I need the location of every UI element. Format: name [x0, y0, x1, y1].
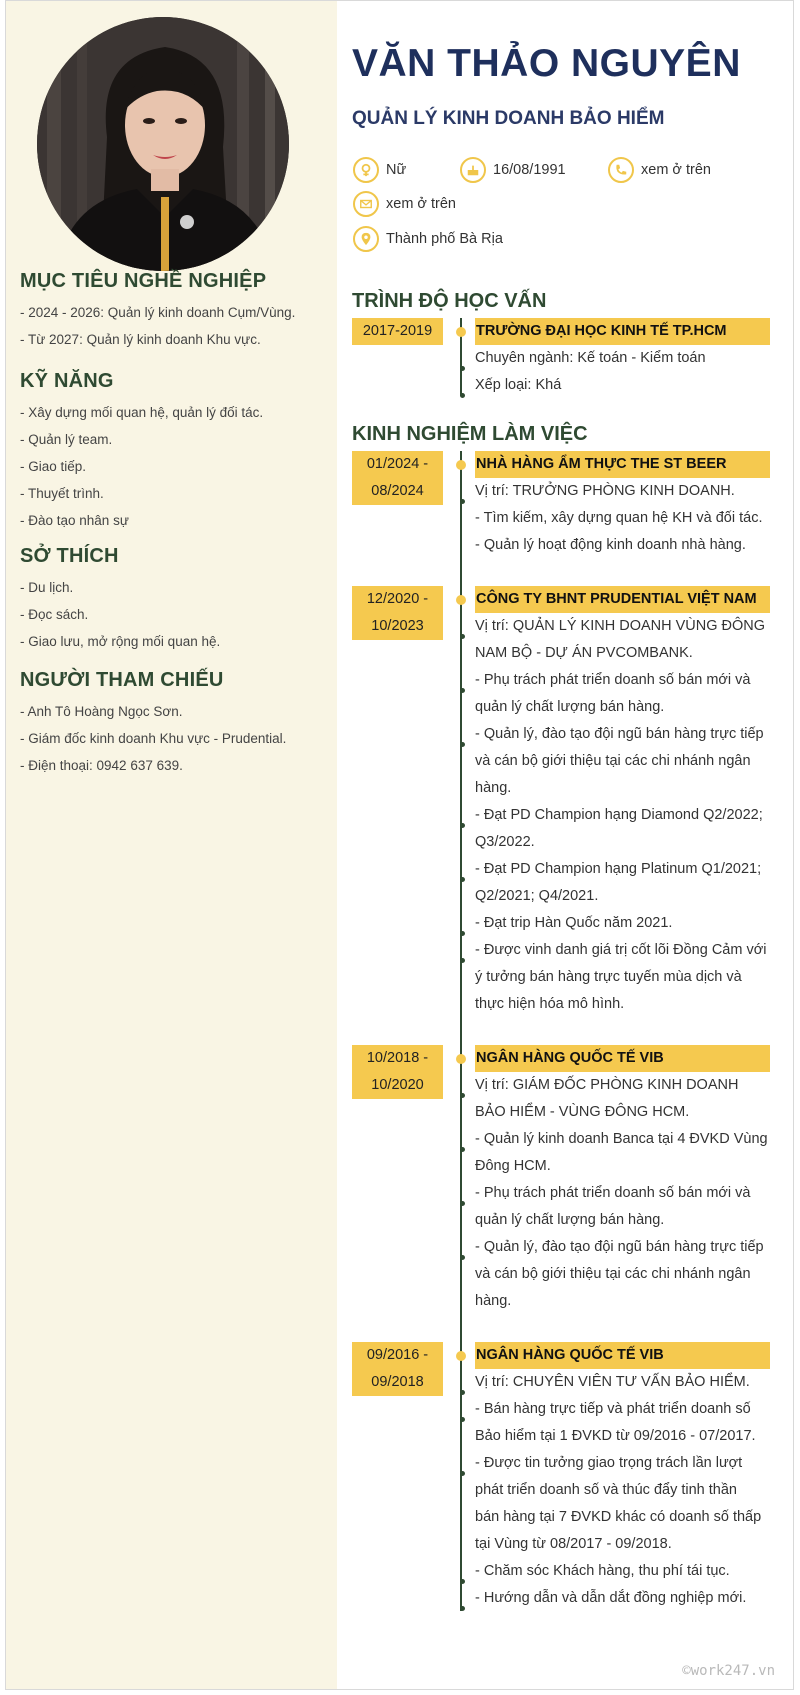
gender-icon: [353, 157, 379, 183]
job-line: - Quản lý kinh doanh Banca tại 4 ĐVKD Vùng: [475, 1126, 770, 1153]
job-line: - Hướng dẫn và dẫn dắt đồng nghiệp mới.: [475, 1585, 770, 1612]
hobby-item: - Giao lưu, mở rộng mối quan hệ.: [20, 634, 221, 649]
reference-item: - Giám đốc kinh doanh Khu vực - Prudential.: [20, 731, 287, 746]
objective-item: - 2024 - 2026: Quản lý kinh doanh Cụm/Vùng.: [20, 305, 296, 320]
job-line: và cán bộ giới thiệu tại các chi nhánh ngân: [475, 1266, 751, 1282]
job-line: Q3/2022.: [475, 834, 535, 850]
skills-title: KỸ NĂNG: [20, 370, 114, 392]
job-line: - Chăm sóc Khách hàng, thu phí tái tục.: [475, 1558, 770, 1585]
objective-title: MỤC TIÊU NGHỀ NGHIỆP: [20, 270, 267, 292]
birthday-text: 16/08/1991: [493, 162, 566, 178]
company-name: NHÀ HÀNG ẨM THỰC THE ST BEER: [475, 451, 770, 478]
job-line: Vị trí: QUẢN LÝ KINH DOANH VÙNG ĐÔNG: [475, 613, 770, 640]
skill-item: - Xây dựng mối quan hệ, quản lý đối tác.: [20, 405, 264, 420]
job-line: Vị trí: TRƯỞNG PHÒNG KINH DOANH.: [475, 478, 770, 505]
timeline-dot: [456, 595, 466, 605]
skill-item: - Giao tiếp.: [20, 459, 87, 474]
job-line: - Quản lý hoạt động kinh doanh nhà hàng.: [475, 537, 746, 553]
address-text: Thành phố Bà Rịa: [386, 231, 503, 247]
job-line: ý tưởng bán hàng trực tuyến mùa dịch và: [475, 969, 742, 985]
hobby-item: - Du lịch.: [20, 580, 74, 595]
experience-title: KINH NGHIỆM LÀM VIỆC: [352, 423, 588, 445]
skill-item: - Đào tạo nhân sự: [20, 513, 129, 528]
job-line: quản lý chất lượng bán hàng.: [475, 1212, 665, 1228]
education-line: Chuyên ngành: Kế toán - Kiểm toán: [475, 345, 770, 372]
address-info: [353, 226, 503, 252]
phone-info: [608, 157, 711, 183]
education-entry: [475, 318, 770, 399]
cake-icon: [460, 157, 486, 183]
job-line: bán hàng tại 7 ĐVKD khác có doanh số thấp: [475, 1509, 762, 1525]
job-line: - Đạt PD Champion hạng Platinum Q1/2021;: [475, 856, 770, 883]
job-line: hàng.: [475, 780, 512, 796]
job-line: Vị trí: GIÁM ĐỐC PHÒNG KINH DOANH: [475, 1072, 770, 1099]
job-line: phát triển doanh số và thúc đẩy tinh thần: [475, 1482, 737, 1498]
mail-icon: [353, 191, 379, 217]
job-date: 10/2018 - 10/2020: [352, 1045, 443, 1099]
job-line: tại Vùng từ 08/2017 - 09/2018.: [475, 1536, 672, 1552]
job-line: BẢO HIỂM - VÙNG ĐÔNG HCM.: [475, 1104, 690, 1120]
hobbies-title: SỞ THÍCH: [20, 545, 119, 567]
job-line: - Quản lý, đào tạo đội ngũ bán hàng trực tiếp: [475, 721, 770, 748]
reference-item: - Điện thoại: 0942 637 639.: [20, 758, 183, 773]
company-name: NGÂN HÀNG QUỐC TẾ VIB: [475, 1045, 770, 1072]
gender-text: Nữ: [386, 162, 407, 178]
company-name: CÔNG TY BHNT PRUDENTIAL VIỆT NAM: [475, 586, 770, 613]
location-icon: [353, 226, 379, 252]
job-line: - Phụ trách phát triển doanh số bán mới và: [475, 667, 770, 694]
references-title: NGƯỜI THAM CHIẾU: [20, 669, 224, 691]
job-line: quản lý chất lượng bán hàng.: [475, 699, 665, 715]
gender-info: [353, 157, 406, 183]
job-entry: [475, 586, 770, 1018]
job-entry: [475, 451, 770, 559]
job-line: và cán bộ giới thiệu tại các chi nhánh ngân: [475, 753, 751, 769]
job-date: 09/2016 - 09/2018: [352, 1342, 443, 1396]
skills-section: [20, 370, 330, 534]
hobbies-section: [20, 545, 330, 655]
candidate-job-title: QUẢN LÝ KINH DOANH BẢO HIỂM: [352, 108, 665, 129]
objective-section: [20, 270, 330, 353]
job-line: - Được vinh danh giá trị cốt lõi Đồng Cảm với: [475, 937, 770, 964]
candidate-name: VĂN THẢO NGUYÊN: [352, 42, 741, 85]
job-line: hàng.: [475, 1293, 512, 1309]
job-line: Q2/2021; Q4/2021.: [475, 888, 599, 904]
job-line: - Đạt trip Hàn Quốc năm 2021.: [475, 910, 770, 937]
profile-photo: [37, 17, 289, 271]
timeline-dot: [456, 1351, 466, 1361]
education-line: Xếp loại: Khá: [475, 372, 770, 399]
email-info: [353, 191, 456, 217]
birthday-info: [460, 157, 566, 183]
phone-text: xem ở trên: [641, 162, 711, 178]
job-entry: [475, 1045, 770, 1315]
timeline-dot: [456, 327, 466, 337]
skill-item: - Thuyết trình.: [20, 486, 104, 501]
hobby-item: - Đọc sách.: [20, 607, 89, 622]
job-line: - Phụ trách phát triển doanh số bán mới và: [475, 1180, 770, 1207]
education-date: 2017-2019: [352, 318, 443, 345]
job-line: Bảo hiểm tại 1 ĐVKD từ 09/2016 - 07/2017.: [475, 1428, 756, 1444]
email-text: xem ở trên: [386, 196, 456, 212]
phone-icon: [608, 157, 634, 183]
job-line: - Tìm kiếm, xây dựng quan hệ KH và đối tác.: [475, 510, 763, 526]
job-line: NAM BỘ - DỰ ÁN PVCOMBANK.: [475, 645, 693, 661]
education-title: TRÌNH ĐỘ HỌC VẤN: [352, 290, 547, 312]
job-date: 12/2020 - 10/2023: [352, 586, 443, 640]
skill-item: - Quản lý team.: [20, 432, 113, 447]
timeline-dot: [456, 460, 466, 470]
job-line: thực hiện hóa mô hình.: [475, 996, 625, 1012]
company-name: NGÂN HÀNG QUỐC TẾ VIB: [475, 1342, 770, 1369]
objective-item: - Từ 2027: Quản lý kinh doanh Khu vực.: [20, 332, 261, 347]
job-line: Vị trí: CHUYÊN VIÊN TƯ VẤN BẢO HIỂM.: [475, 1369, 770, 1396]
school-name: TRƯỜNG ĐẠI HỌC KINH TẾ TP.HCM: [475, 318, 770, 345]
experience-timeline: [460, 451, 462, 1611]
job-line: - Được tin tưởng giao trọng trách lần lượt: [475, 1450, 770, 1477]
references-section: [20, 669, 330, 779]
reference-item: - Anh Tô Hoàng Ngọc Sơn.: [20, 704, 183, 719]
timeline-dot: [456, 1054, 466, 1064]
job-date: 01/2024 - 08/2024: [352, 451, 443, 505]
job-line: Đông HCM.: [475, 1158, 551, 1174]
job-entry: [475, 1342, 770, 1612]
job-line: - Bán hàng trực tiếp và phát triển doanh số: [475, 1396, 770, 1423]
job-line: - Đạt PD Champion hạng Diamond Q2/2022;: [475, 802, 770, 829]
watermark-text: ©work247.vn: [682, 1663, 775, 1679]
job-line: - Quản lý, đào tạo đội ngũ bán hàng trực tiếp: [475, 1234, 770, 1261]
